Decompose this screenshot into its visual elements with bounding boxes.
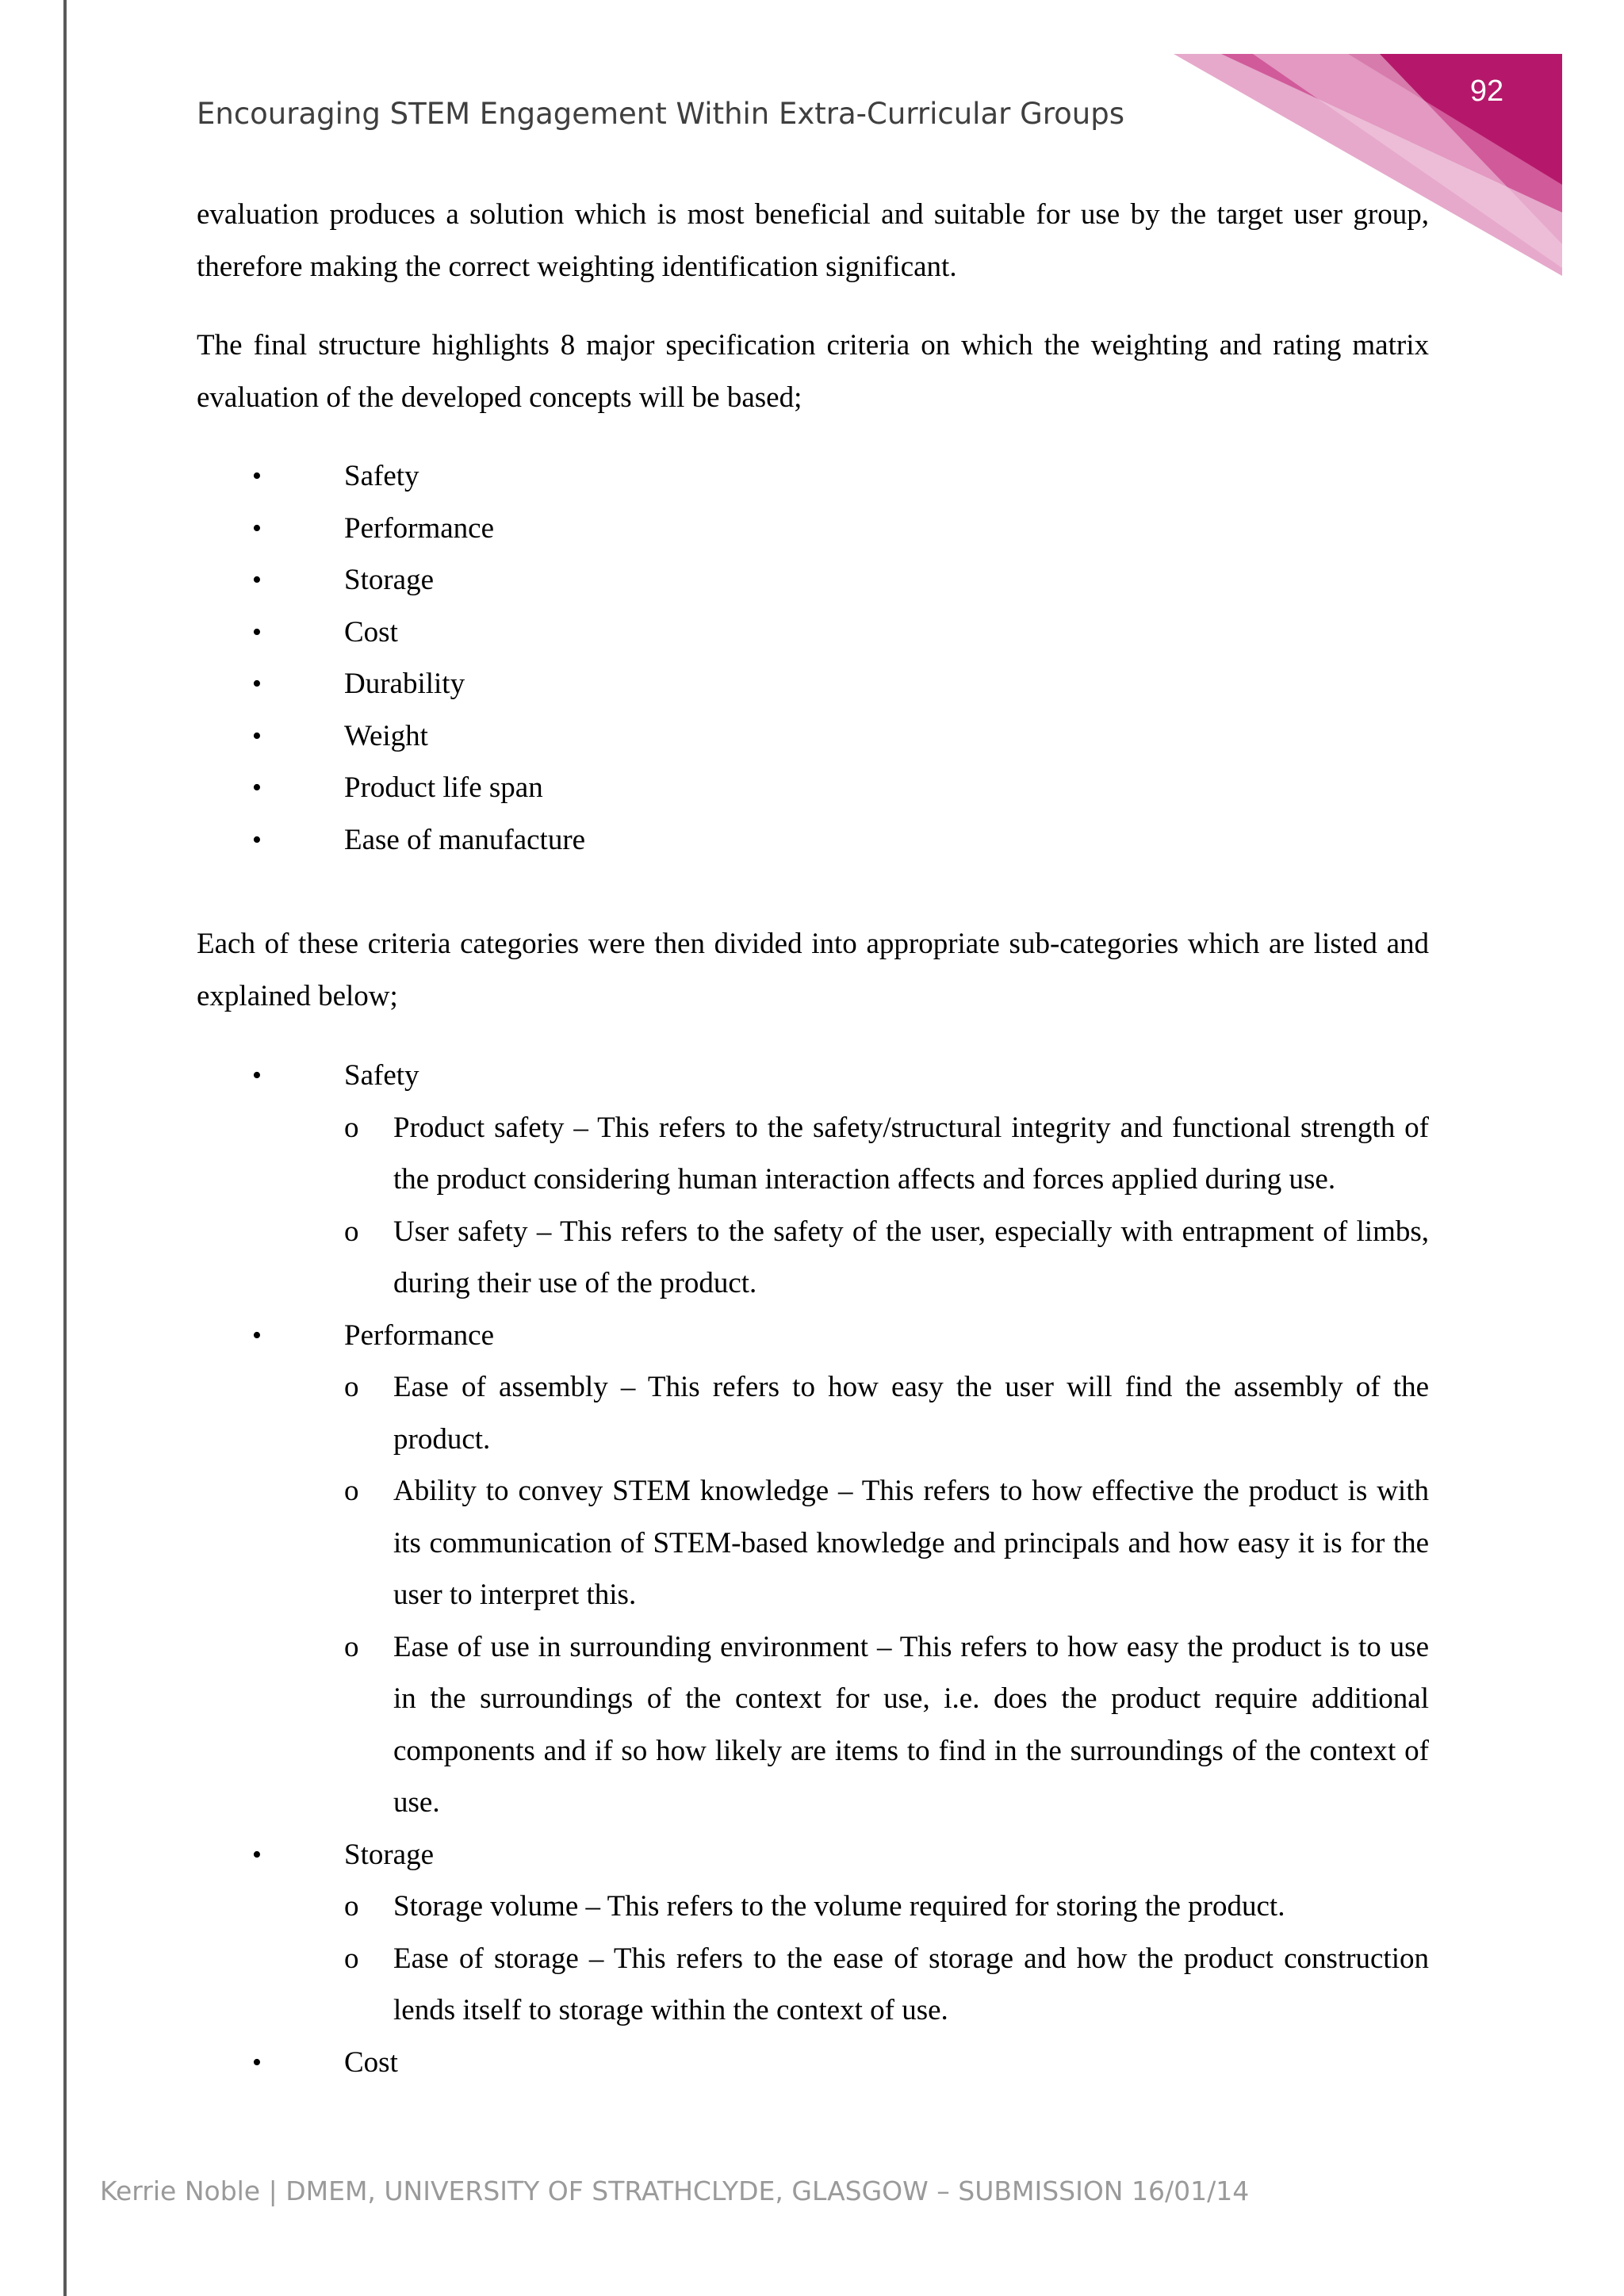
bullet-icon: • <box>252 617 262 647</box>
sub-list-item <box>344 1465 1429 1621</box>
page-number: 92 <box>1469 75 1504 108</box>
category-label: Storage <box>344 1838 435 1871</box>
list-item <box>197 1310 1429 1829</box>
criteria-label: Storage <box>344 564 435 596</box>
circle-bullet-icon: o <box>344 1942 359 1975</box>
list-item <box>197 607 1429 659</box>
intro-paragraph-criteria: The final structure highlights 8 major specification criteria on which the weighting and rating matrix evaluation of the developed concepts will be based; <box>197 329 1429 414</box>
running-header-title: Encouraging STEM Engagement Within Extra-Curricular Groups <box>197 97 1125 131</box>
bullet-icon: • <box>252 513 262 543</box>
sub-list-item <box>344 1621 1429 1829</box>
bullet-icon: • <box>252 2047 262 2077</box>
subcategories-intro <box>197 918 1429 1022</box>
circle-bullet-icon: o <box>344 1890 359 1923</box>
criteria-list <box>197 450 1429 866</box>
page-footer: Kerrie Noble | DMEM, UNIVERSITY OF STRATHCLYDE, GLASGOW – SUBMISSION 16/01/14 <box>100 2175 1250 2206</box>
circle-bullet-icon: o <box>344 1630 359 1663</box>
list-item <box>197 658 1429 710</box>
sub-list <box>344 1361 1429 1829</box>
list-item <box>197 762 1429 814</box>
sub-item-text: Ease of storage – This refers to the ease of storage and how the product construction lends itself to storage within the context of use. <box>393 1942 1429 2026</box>
criteria-label: Cost <box>344 615 398 649</box>
sub-list-item <box>344 1933 1429 2037</box>
sub-list <box>344 1102 1429 1310</box>
left-margin-rule <box>63 0 67 2296</box>
sub-item-text: Storage volume – This refers to the volume required for storing the product. <box>393 1890 1285 1923</box>
sub-item-text: User safety – This refers to the safety of the user, especially with entrapment of limbs, during their use of the product. <box>393 1215 1429 1299</box>
list-item <box>197 1050 1429 1310</box>
bullet-icon: • <box>252 1061 262 1090</box>
sub-list-item <box>344 1102 1429 1206</box>
list-item <box>197 450 1429 503</box>
list-item <box>197 503 1429 555</box>
sub-item-text: Ease of use in surrounding environment – This refers to how easy the product is to use in the surroundings of the context for use, i.e. does the product require additional components and if so how likely are items to find in the surroundings of the context of use. <box>393 1630 1429 1819</box>
subcategories-list <box>197 1050 1429 2088</box>
list-item <box>197 2037 1429 2089</box>
sub-list <box>344 1881 1429 2037</box>
sub-item-text: Ease of assembly – This refers to how easy the user will find the assembly of the product. <box>393 1371 1429 1456</box>
category-label: Safety <box>344 1059 419 1092</box>
sub-list-item <box>344 1206 1429 1310</box>
bullet-icon: • <box>252 461 262 491</box>
bullet-icon: • <box>252 773 262 802</box>
criteria-label: Product life span <box>344 771 543 804</box>
criteria-label: Performance <box>344 511 495 545</box>
sub-item-text: Ability to convey STEM knowledge – This refers to how effective the product is with its communication of STEM-based knowledge and principals and how easy it is for the user to interpret this. <box>393 1475 1429 1611</box>
category-label: Cost <box>344 2045 398 2079</box>
circle-bullet-icon: o <box>344 1371 359 1403</box>
criteria-label: Weight <box>344 719 428 752</box>
circle-bullet-icon: o <box>344 1475 359 1507</box>
sub-list-item <box>344 1881 1429 1933</box>
list-item <box>197 554 1429 607</box>
circle-bullet-icon: o <box>344 1215 359 1248</box>
circle-bullet-icon: o <box>344 1111 359 1144</box>
list-item <box>197 814 1429 867</box>
criteria-label: Safety <box>344 460 419 492</box>
list-item <box>197 1829 1429 2037</box>
bullet-icon: • <box>252 1839 262 1869</box>
bullet-icon: • <box>252 721 262 751</box>
intro-paragraph-continuation: evaluation produces a solution which is most beneficial and suitable for use by the target user group, therefore making the correct weighting identification significant. <box>197 198 1429 283</box>
bullet-icon: • <box>252 825 262 855</box>
sub-item-text: Product safety – This refers to the safety/structural integrity and functional strength of the product considering human interaction affects and forces applied during use. <box>393 1111 1429 1196</box>
intro-text <box>197 189 1429 423</box>
criteria-label: Durability <box>344 668 465 700</box>
bullet-icon: • <box>252 1320 262 1350</box>
list-item <box>197 710 1429 763</box>
subcategories-intro-paragraph: Each of these criteria categories were then divided into appropriate sub-categories which are listed and explained below; <box>197 928 1429 1012</box>
bullet-icon: • <box>252 565 262 595</box>
bullet-icon: • <box>252 669 262 698</box>
sub-list-item <box>344 1361 1429 1465</box>
criteria-label: Ease of manufacture <box>344 823 586 856</box>
category-label: Performance <box>344 1318 495 1352</box>
